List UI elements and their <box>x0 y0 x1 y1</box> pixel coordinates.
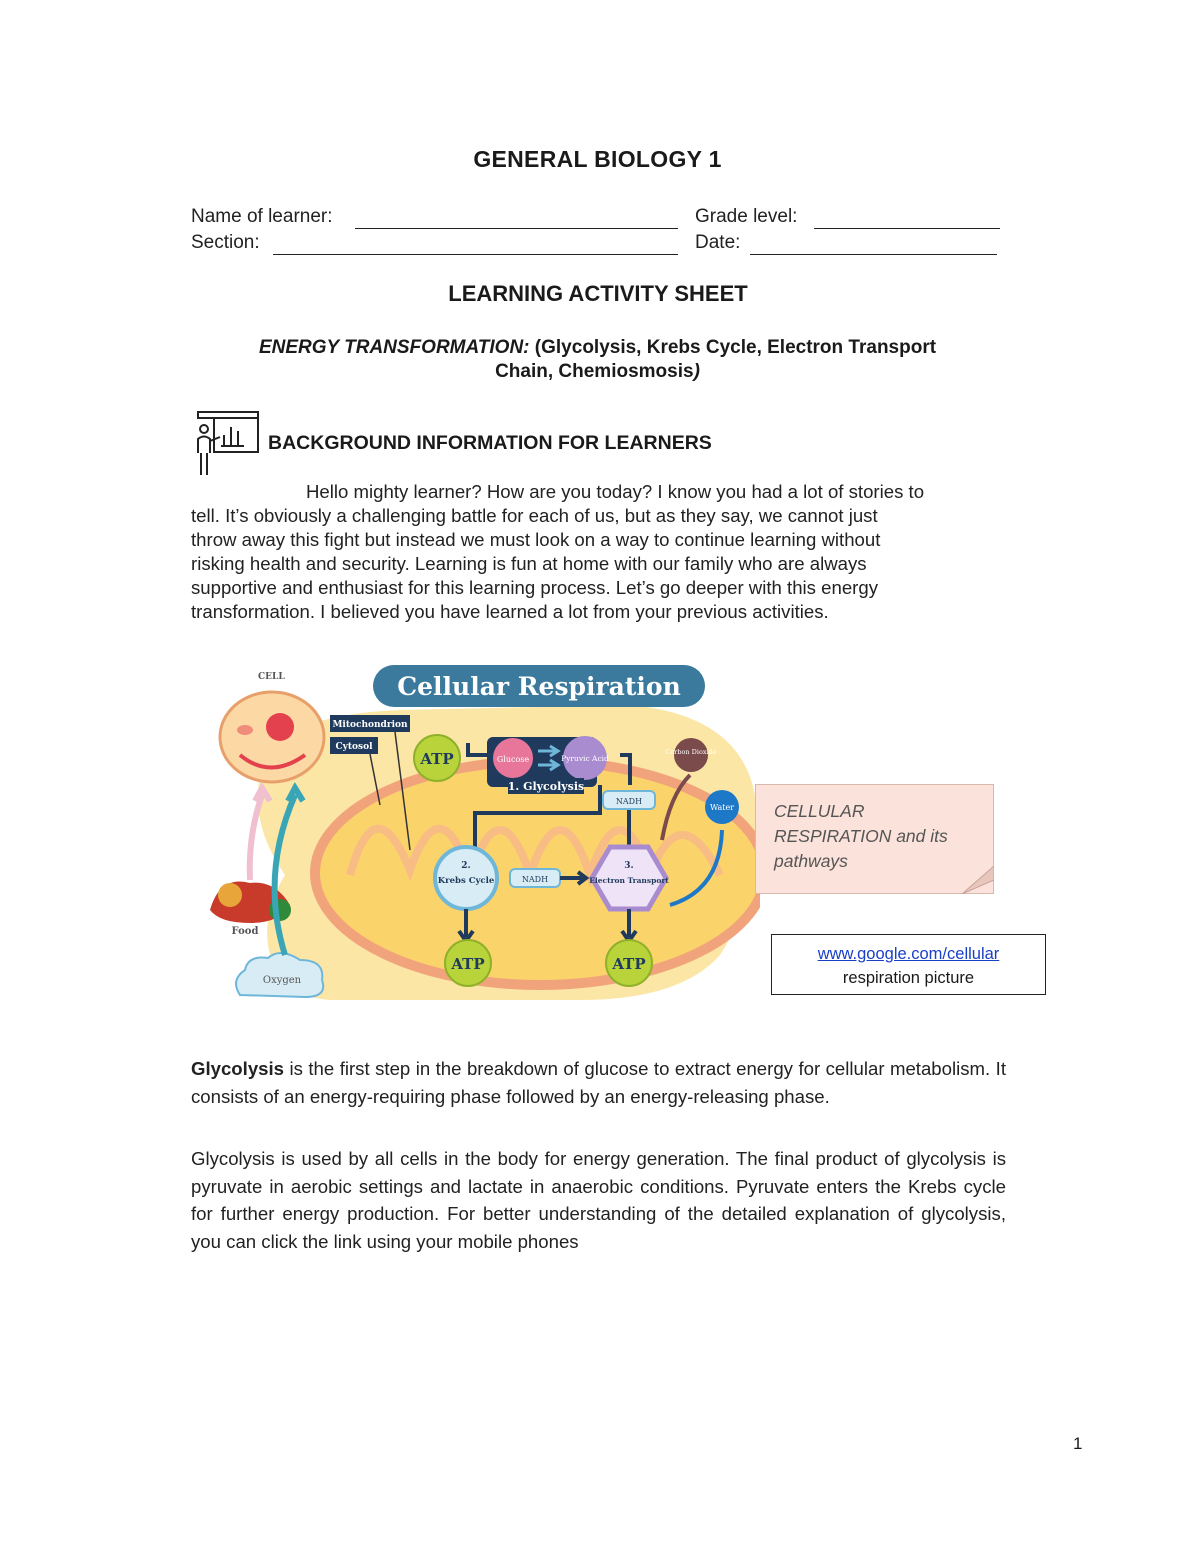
nadh-middle-label: NADH <box>521 875 549 884</box>
name-label: Name of learner: <box>191 206 333 227</box>
figure-caption-note: CELLULAR RESPIRATION and its pathways <box>755 784 994 894</box>
grade-label: Grade level: <box>695 206 798 227</box>
page-title: GENERAL BIOLOGY 1 <box>473 146 722 172</box>
grade-blank[interactable] <box>814 228 1000 229</box>
glycolysis-paragraph-1 <box>191 1055 1006 1110</box>
topic-rest-line1: (Glycolysis, Krebs Cycle, Electron Transport <box>529 337 937 358</box>
topic-heading <box>190 336 1005 384</box>
glucose-label: Glucose <box>496 755 530 764</box>
nadh-top-label: NADH <box>615 797 643 806</box>
cell-nucleus <box>266 713 294 741</box>
food-label: Food <box>231 926 259 937</box>
figure-title: Cellular Respiration <box>397 672 681 701</box>
intro-line: transformation. I believed you have learned a lot from your previous activities. <box>191 601 829 622</box>
topic-prefix: ENERGY TRANSFORMATION: <box>258 337 530 358</box>
section-label: Section: <box>191 232 260 253</box>
note-fold-icon <box>962 866 994 894</box>
image-source-box <box>771 934 1046 995</box>
background-heading: BACKGROUND INFORMATION FOR LEARNERS <box>268 432 712 454</box>
intro-line: supportive and enthusiast for this learning process. Let’s go deeper with this energy <box>191 577 878 598</box>
cellular-respiration-figure <box>200 655 760 1005</box>
atp-label: ATP <box>451 955 485 973</box>
topic-line2: Chain, Chemiosmosis <box>495 361 694 382</box>
intro-line: risking health and security. Learning is fun at home with our family who are always <box>191 553 867 574</box>
glycolysis-term: Glycolysis <box>191 1058 285 1079</box>
atp-label: ATP <box>420 750 454 768</box>
name-blank[interactable] <box>355 228 678 229</box>
intro-paragraph <box>191 480 1006 624</box>
carbon-dioxide-label: Carbon Dioxide <box>665 748 717 756</box>
etc-label: Electron Transport <box>589 876 669 885</box>
glycolysis-p1-text: is the first step in the breakdown of glucose to extract energy for cellular metabolism. It consists of an energy-requiring phase followed by an energy-releasing phase. <box>191 1058 1006 1107</box>
food-item <box>218 883 242 907</box>
section-blank[interactable] <box>273 254 678 255</box>
intro-line: tell. It’s obviously a challenging battle for each of us, but as they say, we cannot just <box>191 505 878 526</box>
presentation-board-icon <box>194 409 262 477</box>
page-number: 1 <box>1073 1434 1083 1453</box>
cell-organelle <box>237 725 253 735</box>
glycolysis-paragraph-2: Glycolysis is used by all cells in the body for energy generation. The final product of glycolysis is pyruvate in aerobic settings and lactate in anaerobic conditions. Pyruvate enters the Krebs cycle for further energy production. For better understanding of the detailed explanation of glycolysis, you can click the link using your mobile phones <box>191 1148 1006 1252</box>
mitochondrion-label: Mitochondrion <box>332 720 408 730</box>
cytosol-label: Cytosol <box>335 742 373 752</box>
source-link[interactable]: www.google.com/cellular <box>817 945 1000 963</box>
oxygen-label: Oxygen <box>262 975 302 986</box>
date-label: Date: <box>695 232 741 253</box>
krebs-label: Krebs Cycle <box>437 876 495 886</box>
krebs-num: 2. <box>461 861 471 871</box>
intro-line: throw away this fight but instead we must look on a way to continue learning without <box>191 529 881 550</box>
intro-line: Hello mighty learner? How are you today? I know you had a lot of stories to <box>306 481 925 502</box>
topic-close: ) <box>693 361 700 382</box>
sheet-title: LEARNING ACTIVITY SHEET <box>448 281 748 306</box>
pyruvic-label: Pyruvic Acid <box>561 754 609 763</box>
water-label: Water <box>709 803 735 812</box>
date-blank[interactable] <box>750 254 997 255</box>
glycolysis-label: 1. Glycolysis <box>507 780 585 793</box>
atp-label: ATP <box>612 955 646 973</box>
cell-label: CELL <box>258 672 285 682</box>
etc-num: 3. <box>624 861 634 871</box>
source-text: respiration picture <box>842 969 975 987</box>
